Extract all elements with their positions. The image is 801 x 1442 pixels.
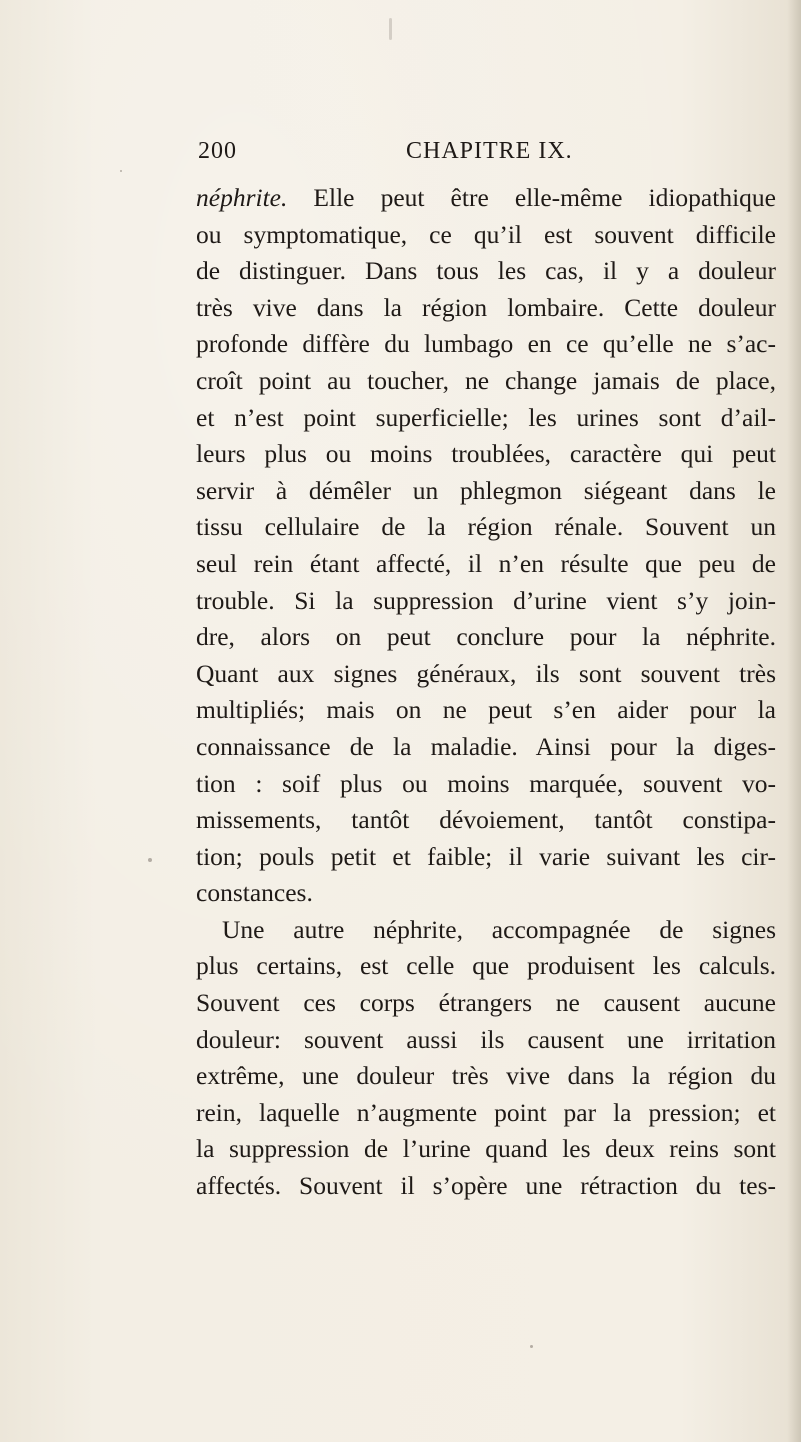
text-line: seul rein étant affecté, il n’en résulte que peu de xyxy=(196,548,776,578)
text-line: croît point au toucher, ne change jamais de place, xyxy=(196,365,776,395)
running-head xyxy=(198,138,578,172)
text-line: et n’est point superficielle; les urines sont d’ail- xyxy=(196,402,776,432)
text-line: douleur: souvent aussi ils causent une irritation xyxy=(196,1024,776,1054)
text-line: tion : soif plus ou moins marquée, souvent vo- xyxy=(196,768,776,798)
text-line: affectés. Souvent il s’opère une rétraction du tes- xyxy=(196,1171,776,1201)
text-line: servir à démêler un phlegmon siégeant dans le xyxy=(196,475,776,505)
text-line: missements, tantôt dévoiement, tantôt constipa- xyxy=(196,805,776,835)
text-line: Une autre néphrite, accompagnée de signes xyxy=(222,914,776,944)
text-line: la suppression de l’urine quand les deux reins sont xyxy=(196,1134,776,1164)
text-line: tissu cellulaire de la région rénale. Souvent un xyxy=(196,512,776,542)
paper-speck xyxy=(389,18,392,40)
text-line: leurs plus ou moins troublées, caractère qui peut xyxy=(196,439,776,469)
text-line: extrême, une douleur très vive dans la région du xyxy=(196,1061,776,1091)
text-line: multipliés; mais on ne peut s’en aider pour la xyxy=(196,695,776,725)
paper-speck xyxy=(530,1345,533,1348)
text-line: rein, laquelle n’augmente point par la pression; et xyxy=(196,1097,776,1127)
text-line: Souvent ces corps étrangers ne causent aucune xyxy=(196,988,776,1018)
page-edge-shadow xyxy=(787,0,801,1442)
italic-lead-word: néphrite. xyxy=(196,183,288,212)
text-line: constances. xyxy=(196,878,313,908)
text-line: dre, alors on peut conclure pour la néphrite. xyxy=(196,622,776,652)
text-line: profonde diffère du lumbago en ce qu’elle ne s’ac- xyxy=(196,329,776,359)
text-line: très vive dans la région lombaire. Cette douleur xyxy=(196,292,776,322)
text-line: connaissance de la maladie. Ainsi pour la diges- xyxy=(196,731,776,761)
text-line: ou symptomatique, ce qu’il est souvent difficile xyxy=(196,219,776,249)
paper-speck xyxy=(148,858,152,862)
text-line xyxy=(196,180,776,217)
chapter-title: CHAPITRE IX. xyxy=(406,138,573,164)
text-line: tion; pouls petit et faible; il varie suivant les cir- xyxy=(196,841,776,871)
text-line: plus certains, est celle que produisent les calculs. xyxy=(196,951,776,981)
paper-speck xyxy=(120,170,122,172)
body-text xyxy=(196,180,776,1205)
text-line: de distinguer. Dans tous les cas, il y a douleur xyxy=(196,256,776,286)
page-number: 200 xyxy=(198,138,237,164)
line-text: Elle peut être elle-même idiopathique xyxy=(287,183,776,212)
text-line: trouble. Si la suppression d’urine vient s’y join- xyxy=(196,585,776,615)
text-line: Quant aux signes généraux, ils sont souvent très xyxy=(196,658,776,688)
